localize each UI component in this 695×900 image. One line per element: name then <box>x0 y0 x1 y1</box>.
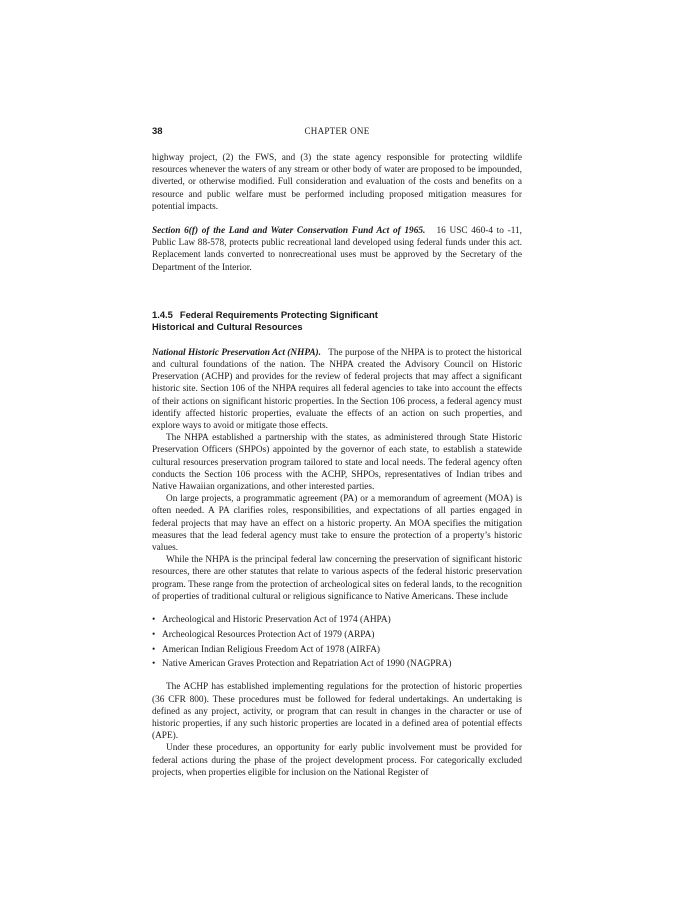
list-item: • American Indian Religious Freedom Act of 1978 (AIRFA) <box>152 644 381 655</box>
paragraph-public-involvement: Under these procedures, an opportunity for early public involvement must be provided for federal actions during the phase of the project development process. For categorically excluded projects, when properties eligible for inclusion on the National Register of <box>152 743 522 778</box>
run-in-heading-section-6f: Section 6(f) of the Land and Water Conservation Fund Act of 1965. <box>152 226 426 237</box>
paragraph-nhpa-partnership: The NHPA established a partnership with the states, as administered through State Historic Preservation Officers (SHPOs) appointed by the governor of each state, to establish a statewide cultural resources preservation program tailored to state and local needs. The federal agency often conducts the Section 106 process with the ACHP, SHPOs, representatives of Indian tribes and Native Hawaiian organizations, and other interested parties. <box>152 433 522 493</box>
bullet-icon: • <box>152 615 156 626</box>
section-title-line-2: Historical and Cultural Resources <box>152 320 303 332</box>
paragraph-section-6f <box>152 225 522 274</box>
list-item: • Native American Graves Protection and Repatriation Act of 1990 (NAGPRA) <box>152 659 452 670</box>
list-item: • Archeological and Historic Preservation Act of 1974 (AHPA) <box>152 615 391 626</box>
bullet-icon: • <box>152 644 156 655</box>
paragraph-nhpa-intro <box>152 347 522 432</box>
run-in-heading-nhpa: National Historic Preservation Act (NHPA). <box>152 347 321 358</box>
bullet-icon: • <box>152 659 156 670</box>
paragraph-nhpa-statutes: While the NHPA is the principal federal law concerning the preservation of significant historic resources, there are other statutes that relate to various aspects of the federal historic preservation program. These range from the protection of archeological sites on federal lands, to the recognition of properties of traditional cultural or religious significance to Native Americans. These include <box>152 555 522 602</box>
section-heading <box>152 309 522 333</box>
paragraph-continued: highway project, (2) the FWS, and (3) the state agency responsible for protecting wildlife resources whenever the waters of any stream or other body of water are proposed to be impounded, diverted, or otherwise modified. Full consideration and evaluation of the costs and benefits on a resource and public welfare must be performed including proposed mitigation measures for potential impacts. <box>152 153 522 212</box>
statute-list <box>152 614 522 670</box>
bullet-icon: • <box>152 629 156 640</box>
body-text <box>152 152 522 779</box>
running-head <box>152 126 522 140</box>
chapter-title: CHAPTER ONE <box>304 126 370 136</box>
section-6f-text: 16 USC 460-4 to -11, Public Law 88-578, protects public recreational land developed using federal funds under this act. Replacement lands converted to nonrecreational uses must be approved by the Secretary of the Department of the Interior. <box>152 226 522 273</box>
list-item: • Archeological Resources Protection Act of 1979 (ARPA) <box>152 629 375 640</box>
paragraph-achp-regulations: The ACHP has established implementing regulations for the protection of historic properties (36 CFR 800). These procedures must be followed for federal undertakings. An undertaking is defined as any project, activity, or program that can result in changes in the character or use of historic properties, if any such historic properties are located in a defined area of potential effects (APE). <box>152 682 522 742</box>
paragraph-nhpa-agreements: On large projects, a programmatic agreement (PA) or a memorandum of agreement (MOA) is often needed. A PA clarifies roles, responsibilities, and expectations of all parties engaged in federal projects that may have an effect on a historic property. An MOA specifies the mitigation measures that the lead federal agency must take to ensure the protection of a property’s historic values. <box>152 494 522 554</box>
section-title-line-1: Federal Requirements Protecting Significant <box>179 308 378 320</box>
page-number: 38 <box>152 126 163 137</box>
nhpa-intro-text: The purpose of the NHPA is to protect the historical and cultural foundations of the nation. The NHPA created the Advisory Council on Historic Preservation (ACHP) and provides for the review of federal projects that may affect a significant historic site. Section 106 of the NHPA requires all federal agencies to take into account the effects of their actions on significant historic properties. In the Section 106 process, a federal agency must identify affected historic properties, evaluate the effects of an action on such properties, and explore ways to avoid or mitigate those effects. <box>152 347 522 432</box>
section-number: 1.4.5 <box>152 308 173 320</box>
